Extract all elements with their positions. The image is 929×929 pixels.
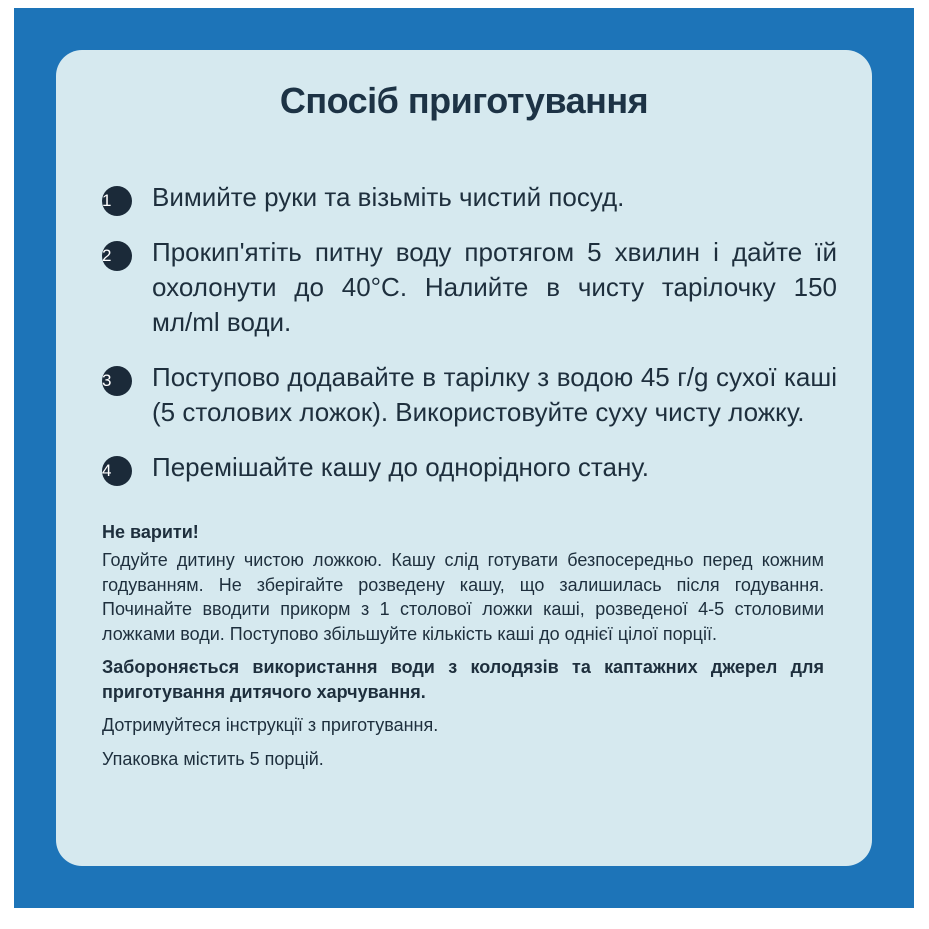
instructions-card [56, 50, 872, 866]
do-not-boil-heading: Не варити! [102, 522, 199, 542]
step-number-badge: 2 [102, 241, 132, 271]
feeding-instructions: Годуйте дитину чистою ложкою. Кашу слід готувати безпосередньо перед кожним годуванням. Не зберігайте розведену кашу, що залишилась після годування. Починайте вводити прикорм з 1 столової ложки каші, розведеної 4-5 столовими ложками води. Поступово збільшуйте кількість каші до однієї цілої порції. [102, 550, 824, 644]
water-warning: Забороняється використання води з колодязів та каптажних джерел для приготування дитячого харчування. [102, 657, 824, 702]
step-number-badge: 3 [102, 366, 132, 396]
steps-list [102, 180, 837, 505]
step-item [102, 235, 837, 340]
step-text: Прокип'ятіть питну воду протягом 5 хвилин і дайте їй охолонути до 40°С. Налийте в чисту тарілочку 150 мл/ml води. [152, 237, 837, 337]
step-number-badge: 4 [102, 456, 132, 486]
step-item [102, 180, 837, 215]
step-item [102, 360, 837, 430]
blue-frame [14, 8, 914, 908]
step-text: Поступово додавайте в тарілку з водою 45 г/g сухої каші (5 столових ложок). Використовуйте суху чисту ложку. [152, 362, 837, 427]
package-contents-note: Упаковка містить 5 порцій. [102, 748, 324, 769]
follow-instructions-note: Дотримуйтеся інструкції з приготування. [102, 715, 439, 735]
step-text: Перемішайте кашу до однорідного стану. [152, 452, 649, 482]
step-number-badge: 1 [102, 186, 132, 216]
page-title: Спосіб приготування [279, 80, 649, 121]
step-item [102, 450, 837, 485]
step-text: Вимийте руки та візьміть чистий посуд. [152, 182, 625, 212]
notes-section [102, 520, 824, 780]
